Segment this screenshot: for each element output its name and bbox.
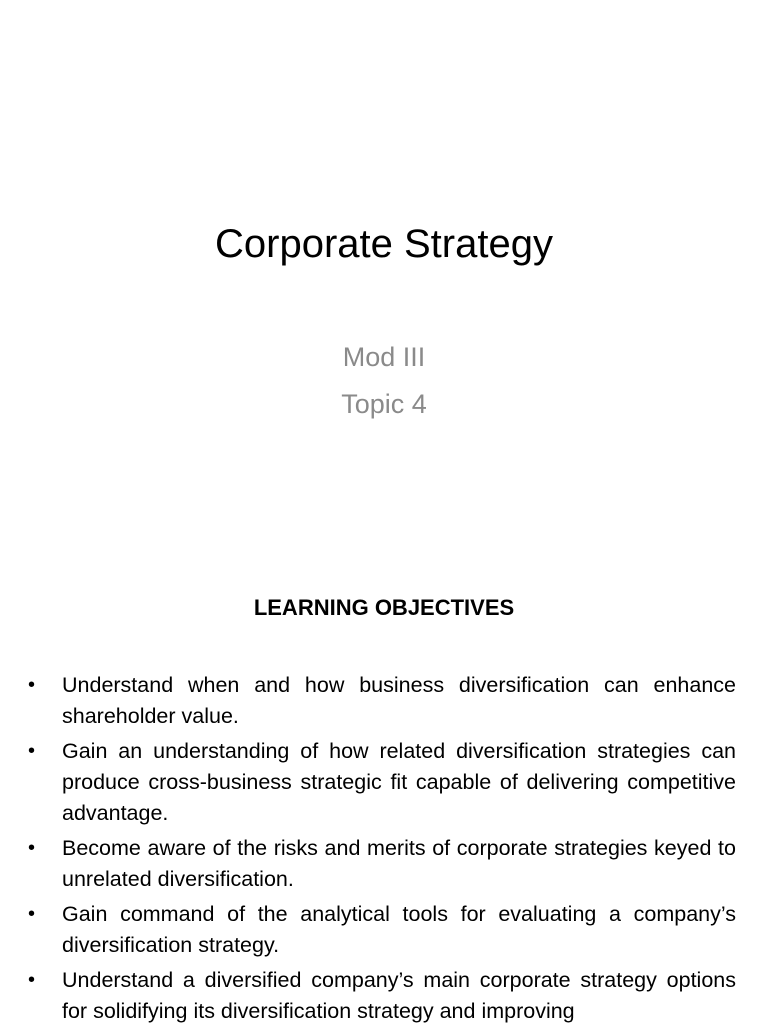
bullet-icon: •: [28, 903, 36, 925]
objective-text: Become aware of the risks and merits of corporate strategies keyed to unrelated diversification.: [62, 836, 736, 891]
objectives-list: [28, 670, 736, 1024]
objectives-slide: [0, 560, 768, 1024]
list-item: [28, 833, 736, 895]
slide-title: Corporate Strategy: [215, 222, 553, 266]
bullet-icon: •: [28, 740, 36, 762]
bullet-icon: •: [28, 674, 36, 696]
objective-text: Understand when and how business diversification can enhance shareholder value.: [62, 673, 736, 728]
subtitle-line-topic: Topic 4: [341, 389, 427, 419]
bullet-icon: •: [28, 837, 36, 859]
section-heading: LEARNING OBJECTIVES: [253, 595, 515, 620]
bullet-icon: •: [28, 969, 36, 991]
objective-text: Gain an understanding of how related diversification strategies can produce cross-business strategic fit capable of delivering competitive advantage.: [62, 739, 736, 825]
slide-subtitle: [0, 334, 768, 428]
list-item: [28, 965, 736, 1024]
list-item: [28, 670, 736, 732]
list-item: [28, 736, 736, 829]
objective-text: Understand a diversified company’s main corporate strategy options for solidifying its diversification strategy and improving: [62, 968, 736, 1023]
subtitle-line-module: Mod III: [342, 342, 426, 372]
objective-text: Gain command of the analytical tools for evaluating a company’s diversification strategy.: [62, 902, 736, 957]
list-item: [28, 899, 736, 961]
